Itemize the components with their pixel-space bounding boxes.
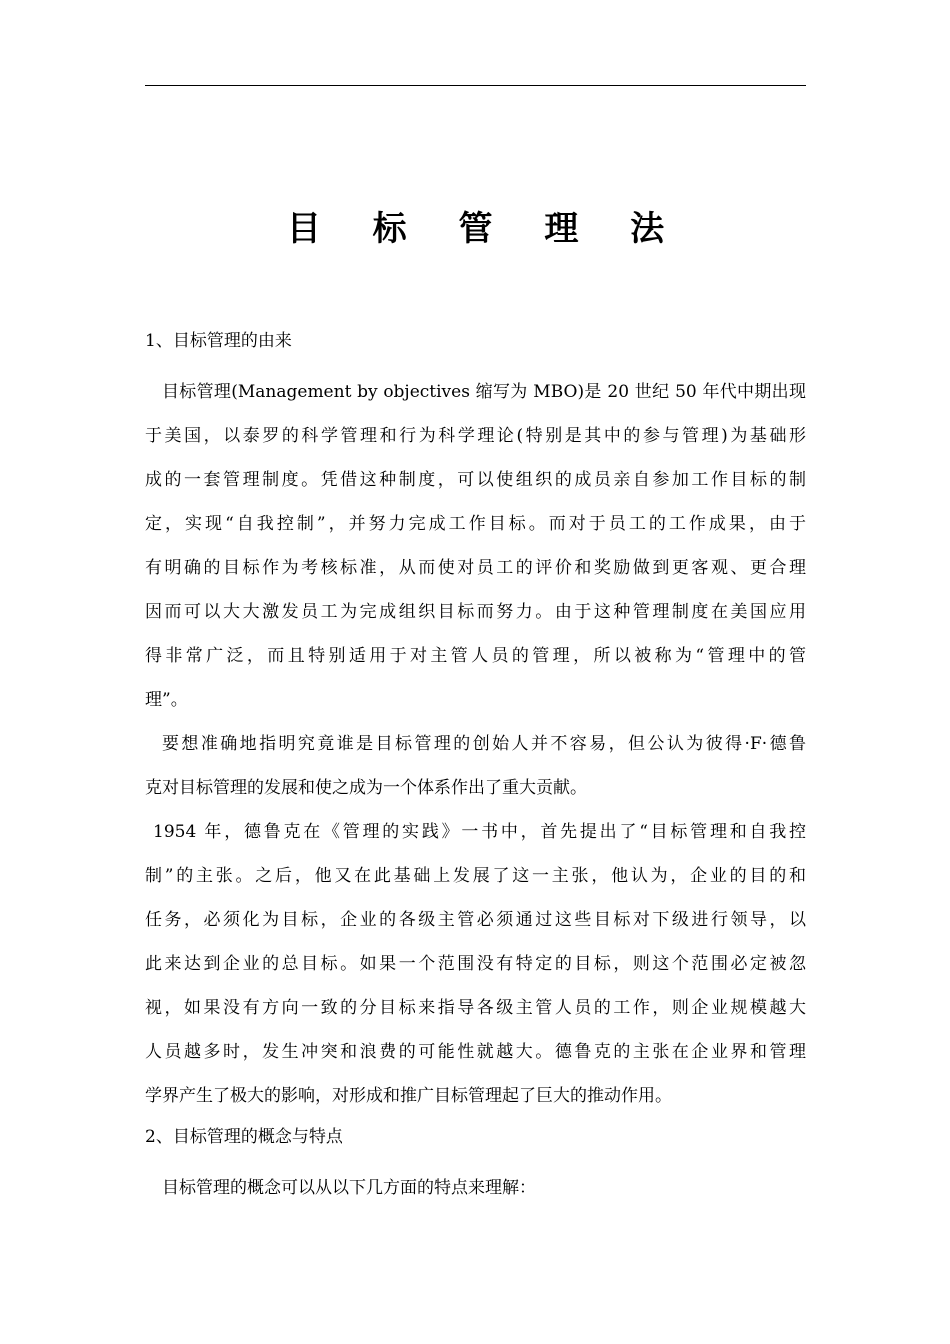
header-rule <box>145 85 806 86</box>
paragraph-drucker-1954 <box>145 810 806 1118</box>
text-line: 得非常广泛，而且特别适用于对主管人员的管理，所以被称为“管理中的管 <box>145 646 806 666</box>
section-heading-origin: 1、目标管理的由来 <box>145 331 292 351</box>
text-line: 成的一套管理制度。凭借这种制度，可以使组织的成员亲自参加工作目标的制 <box>145 470 806 490</box>
document-body <box>145 326 806 1210</box>
text-line: 因而可以大大激发员工为完成组织目标而努力。由于这种管理制度在美国应用 <box>145 602 806 622</box>
paragraph-founder <box>145 722 806 810</box>
text-line: 目标管理(Management by objectives 缩写为 MBO)是 20 世纪 50 年代中期出现 <box>162 382 806 402</box>
text-line: 目标管理的概念可以从以下几方面的特点来理解： <box>162 1178 536 1198</box>
text-line: 学界产生了极大的影响，对形成和推广目标管理起了巨大的推动作用。 <box>145 1086 672 1106</box>
text-line: 于美国，以泰罗的科学管理和行为科学理论(特别是其中的参与管理)为基础形 <box>145 426 806 446</box>
text-line: 此来达到企业的总目标。如果一个范围没有特定的目标，则这个范围必定被忽 <box>145 954 806 974</box>
text-line: 1954 年，德鲁克在《管理的实践》一书中，首先提出了“目标管理和自我控 <box>153 822 806 842</box>
text-line: 人员越多时，发生冲突和浪费的可能性就越大。德鲁克的主张在企业界和管理 <box>145 1042 806 1062</box>
section-heading-concept: 2、目标管理的概念与特点 <box>145 1127 343 1147</box>
text-line: 有明确的目标作为考核标准，从而使对员工的评价和奖励做到更客观、更合理 <box>145 558 806 578</box>
document-title: 目 标 管 理 法 <box>286 209 685 249</box>
paragraph-mbo-definition <box>145 370 806 722</box>
text-line: 视，如果没有方向一致的分目标来指导各级主管人员的工作，则企业规模越大 <box>145 998 806 1018</box>
text-line: 定，实现“自我控制”，并努力完成工作目标。而对于员工的工作成果，由于 <box>145 514 806 534</box>
paragraph-concept-intro <box>145 1166 806 1210</box>
text-line: 要想准确地指明究竟谁是目标管理的创始人并不容易，但公认为彼得·F·德鲁 <box>162 734 806 754</box>
text-line: 理”。 <box>145 690 188 710</box>
text-line: 克对目标管理的发展和使之成为一个体系作出了重大贡献。 <box>145 778 587 798</box>
text-line: 任务，必须化为目标，企业的各级主管必须通过这些目标对下级进行领导，以 <box>145 910 806 930</box>
text-line: 制”的主张。之后，他又在此基础上发展了这一主张，他认为，企业的目的和 <box>145 866 806 886</box>
